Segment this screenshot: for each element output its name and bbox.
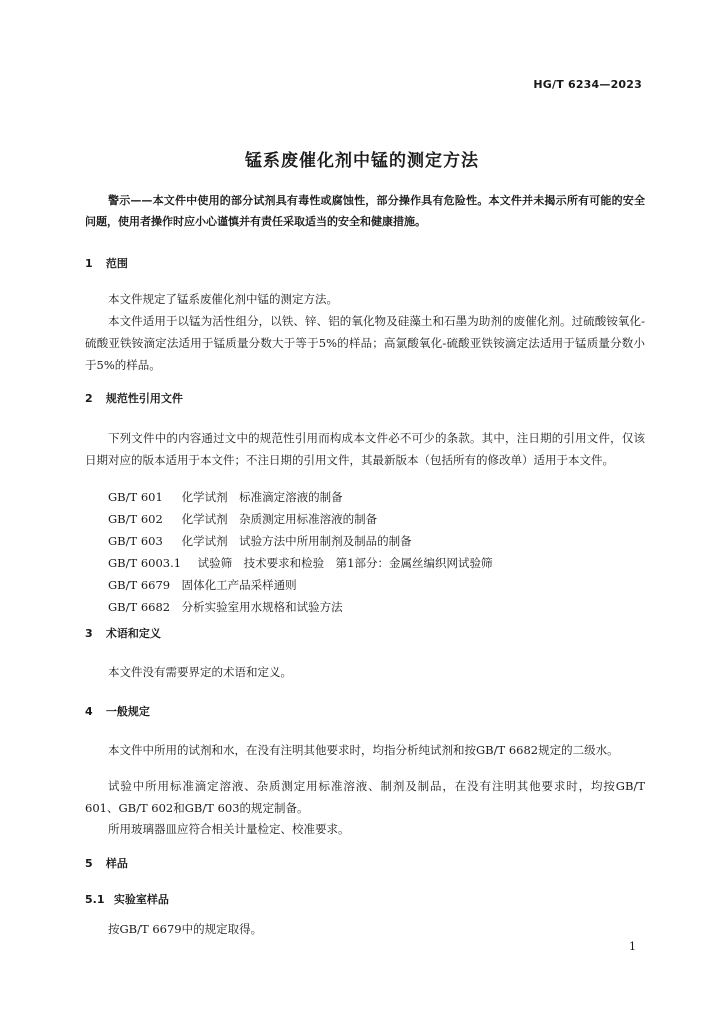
general-paragraph-3: 所用玻璃器皿应符合相关计量检定、校准要求。 bbox=[108, 822, 350, 836]
section-4-heading bbox=[85, 705, 150, 719]
subsection-title: 实验室样品 bbox=[113, 893, 169, 906]
reference-title: 固体化工产品采样通则 bbox=[181, 578, 297, 592]
reference-item bbox=[108, 552, 648, 574]
standard-number: HG/T 6234—2023 bbox=[533, 78, 642, 91]
reference-title: 化学试剂 杂质测定用标准溶液的制备 bbox=[181, 512, 378, 526]
subsection-number: 5.1 bbox=[85, 893, 105, 906]
normative-intro-paragraph: 下列文件中的内容通过文中的规范性引用而构成本文件必不可少的条款。其中，注日期的引用文件，仅该日期对应的版本适用于本文件；不注日期的引用文件，其最新版本（包括所有的修改单）适用于本文件。 bbox=[85, 431, 645, 467]
section-title: 样品 bbox=[105, 857, 128, 870]
section-title: 规范性引用文件 bbox=[105, 392, 183, 405]
section-number: 3 bbox=[85, 627, 93, 640]
document-title: 锰系废催化剂中锰的测定方法 bbox=[245, 151, 479, 171]
section-3-heading bbox=[85, 627, 161, 641]
reference-code: GB/T 6679 bbox=[108, 578, 171, 592]
section-number: 2 bbox=[85, 392, 93, 405]
reference-code: GB/T 601 bbox=[108, 490, 163, 504]
section-number: 4 bbox=[85, 705, 93, 718]
reference-item bbox=[108, 486, 648, 508]
general-paragraph-1: 本文件中所用的试剂和水，在没有注明其他要求时，均指分析纯试剂和按GB/T 6682规定的二级水。 bbox=[108, 743, 619, 757]
reference-item bbox=[108, 508, 648, 530]
section-number: 1 bbox=[85, 257, 93, 270]
reference-code: GB/T 603 bbox=[108, 534, 163, 548]
section-2-heading bbox=[85, 392, 183, 406]
reference-code: GB/T 6682 bbox=[108, 600, 171, 614]
reference-title: 试验筛 技术要求和检验 第1部分：金属丝编织网试验筛 bbox=[197, 556, 493, 570]
reference-item bbox=[108, 530, 648, 552]
reference-item bbox=[108, 596, 648, 618]
section-5-heading bbox=[85, 857, 128, 871]
reference-title: 化学试剂 标准滴定溶液的制备 bbox=[181, 490, 343, 504]
normative-reference-list bbox=[108, 486, 648, 618]
section-title: 术语和定义 bbox=[105, 627, 161, 640]
sample-paragraph: 按GB/T 6679中的规定取得。 bbox=[108, 922, 263, 936]
page-number: 1 bbox=[629, 940, 636, 953]
section-title: 一般规定 bbox=[105, 705, 150, 718]
section-1-heading bbox=[85, 257, 128, 271]
reference-title: 分析实验室用水规格和试验方法 bbox=[181, 600, 343, 614]
reference-title: 化学试剂 试验方法中所用制剂及制品的制备 bbox=[181, 534, 412, 548]
section-number: 5 bbox=[85, 857, 93, 870]
subsection-5-1-heading bbox=[85, 893, 169, 907]
scope-paragraph-2: 本文件适用于以锰为活性组分，以铁、锌、铝的氧化物及硅藻土和石墨为助剂的废催化剂。过硫酸铵氧化-硫酸亚铁铵滴定法适用于锰质量分数大于等于5%的样品；高氯酸氧化-硫酸亚铁铵滴定法适用于锰质量分数小于5%的样品。 bbox=[85, 314, 645, 372]
terms-paragraph: 本文件没有需要界定的术语和定义。 bbox=[108, 665, 292, 679]
reference-code: GB/T 6003.1 bbox=[108, 556, 182, 570]
reference-item bbox=[108, 574, 648, 596]
general-paragraph-2: 试验中所用标准滴定溶液、杂质测定用标准溶液、制剂及制品，在没有注明其他要求时，均按GB/T 601、GB/T 602和GB/T 603的规定制备。 bbox=[85, 779, 645, 815]
warning-paragraph: 警示——本文件中使用的部分试剂具有毒性或腐蚀性，部分操作具有危险性。本文件并未揭示所有可能的安全问题，使用者操作时应小心谨慎并有责任采取适当的安全和健康措施。 bbox=[85, 194, 645, 228]
scope-paragraph-1: 本文件规定了锰系废催化剂中锰的测定方法。 bbox=[108, 292, 338, 306]
reference-code: GB/T 602 bbox=[108, 512, 163, 526]
section-title: 范围 bbox=[105, 257, 128, 270]
